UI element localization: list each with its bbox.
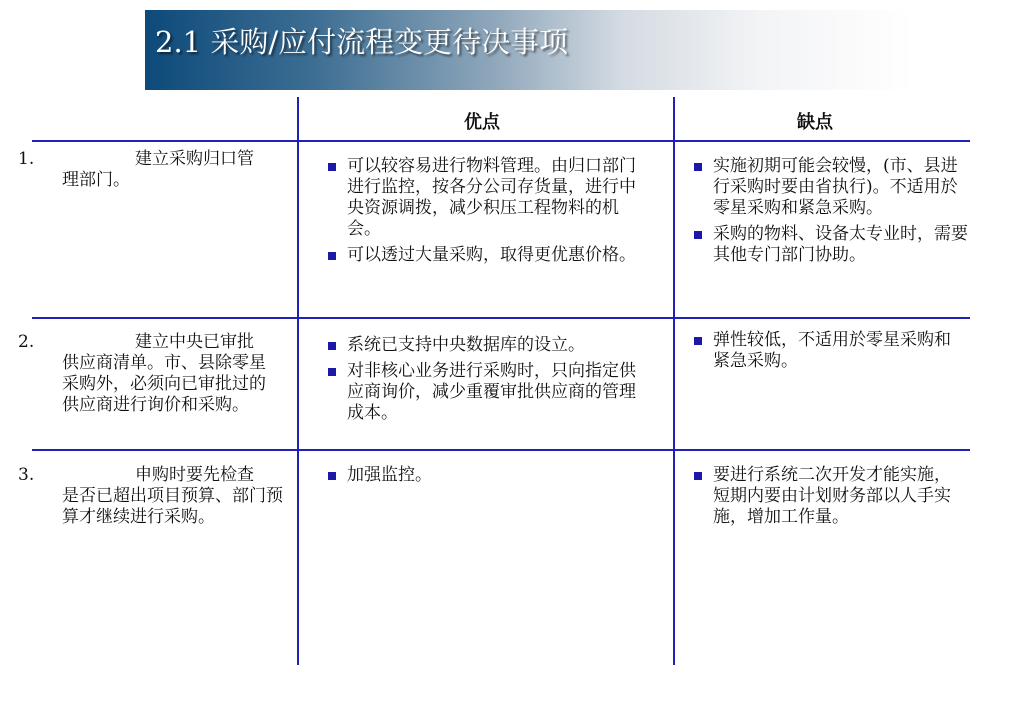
cons-bullet-item: 弹性较低，不适用於零星采购和紧急采购。: [694, 330, 956, 372]
header-pros: 优点: [464, 112, 500, 133]
square-bullet-icon: [328, 342, 336, 350]
column-divider-2: [673, 97, 675, 665]
cons-bullet-item: 要进行系统二次开发才能实施，短期内要由计划财务部以人手实施，增加工作量。: [694, 465, 956, 528]
square-bullet-icon: [328, 163, 336, 171]
pros-bullet-item: 加强监控。: [328, 465, 646, 486]
pros-bullet-item: 可以透过大量采购，取得更优惠价格。: [328, 245, 646, 266]
row-divider-2: [32, 449, 970, 451]
square-bullet-icon: [328, 252, 336, 260]
row-2-item: 2. 建立中央已审批 供应商清单。市、县除零星采购外，必须向已审批过的供应商进行询价和采购。: [18, 332, 266, 415]
square-bullet-icon: [694, 472, 702, 480]
column-divider-1: [297, 97, 299, 665]
square-bullet-icon: [328, 368, 336, 376]
square-bullet-icon: [328, 472, 336, 480]
square-bullet-icon: [694, 231, 702, 239]
row-divider-1: [32, 317, 970, 319]
row-1-cons: [694, 156, 969, 271]
row-2-cons: [694, 330, 956, 377]
square-bullet-icon: [694, 163, 702, 171]
header-rule: [32, 140, 970, 142]
row-3-pros: [328, 465, 646, 491]
row-3-cons: [694, 465, 956, 533]
title-banner: [145, 10, 915, 90]
row-1-item: 1. 建立采购归口管 理部门。: [18, 149, 254, 190]
row-1-pros: [328, 156, 646, 271]
row-2-number: 2.: [18, 332, 35, 352]
pros-bullet-item: 可以较容易进行物料管理。由归口部门进行监控，按各分公司存货量，进行中央资源调拨，减少积压工程物料的机会。: [328, 156, 646, 240]
row-1-number: 1.: [18, 149, 35, 169]
cons-bullet-item: 采购的物料、设备太专业时，需要其他专门部门协助。: [694, 224, 969, 266]
pros-bullet-item: 系统已支持中央数据库的设立。: [328, 335, 646, 356]
row-2-pros: [328, 335, 646, 429]
row-3-number: 3.: [18, 465, 35, 485]
square-bullet-icon: [694, 337, 702, 345]
pros-bullet-item: 对非核心业务进行采购时，只向指定供应商询价，减少重覆审批供应商的管理成本。: [328, 361, 646, 424]
row-3-item: 3. 申购时要先检查 是否已超出项目预算、部门预算才继续进行采购。: [18, 465, 283, 527]
header-cons: 缺点: [797, 112, 833, 133]
cons-bullet-item: 实施初期可能会较慢，(市、县进行采购时要由省执行)。不适用於零星采购和紧急采购。: [694, 156, 969, 219]
page-title: 2.1 采购/应付流程变更待决事项: [155, 25, 569, 59]
